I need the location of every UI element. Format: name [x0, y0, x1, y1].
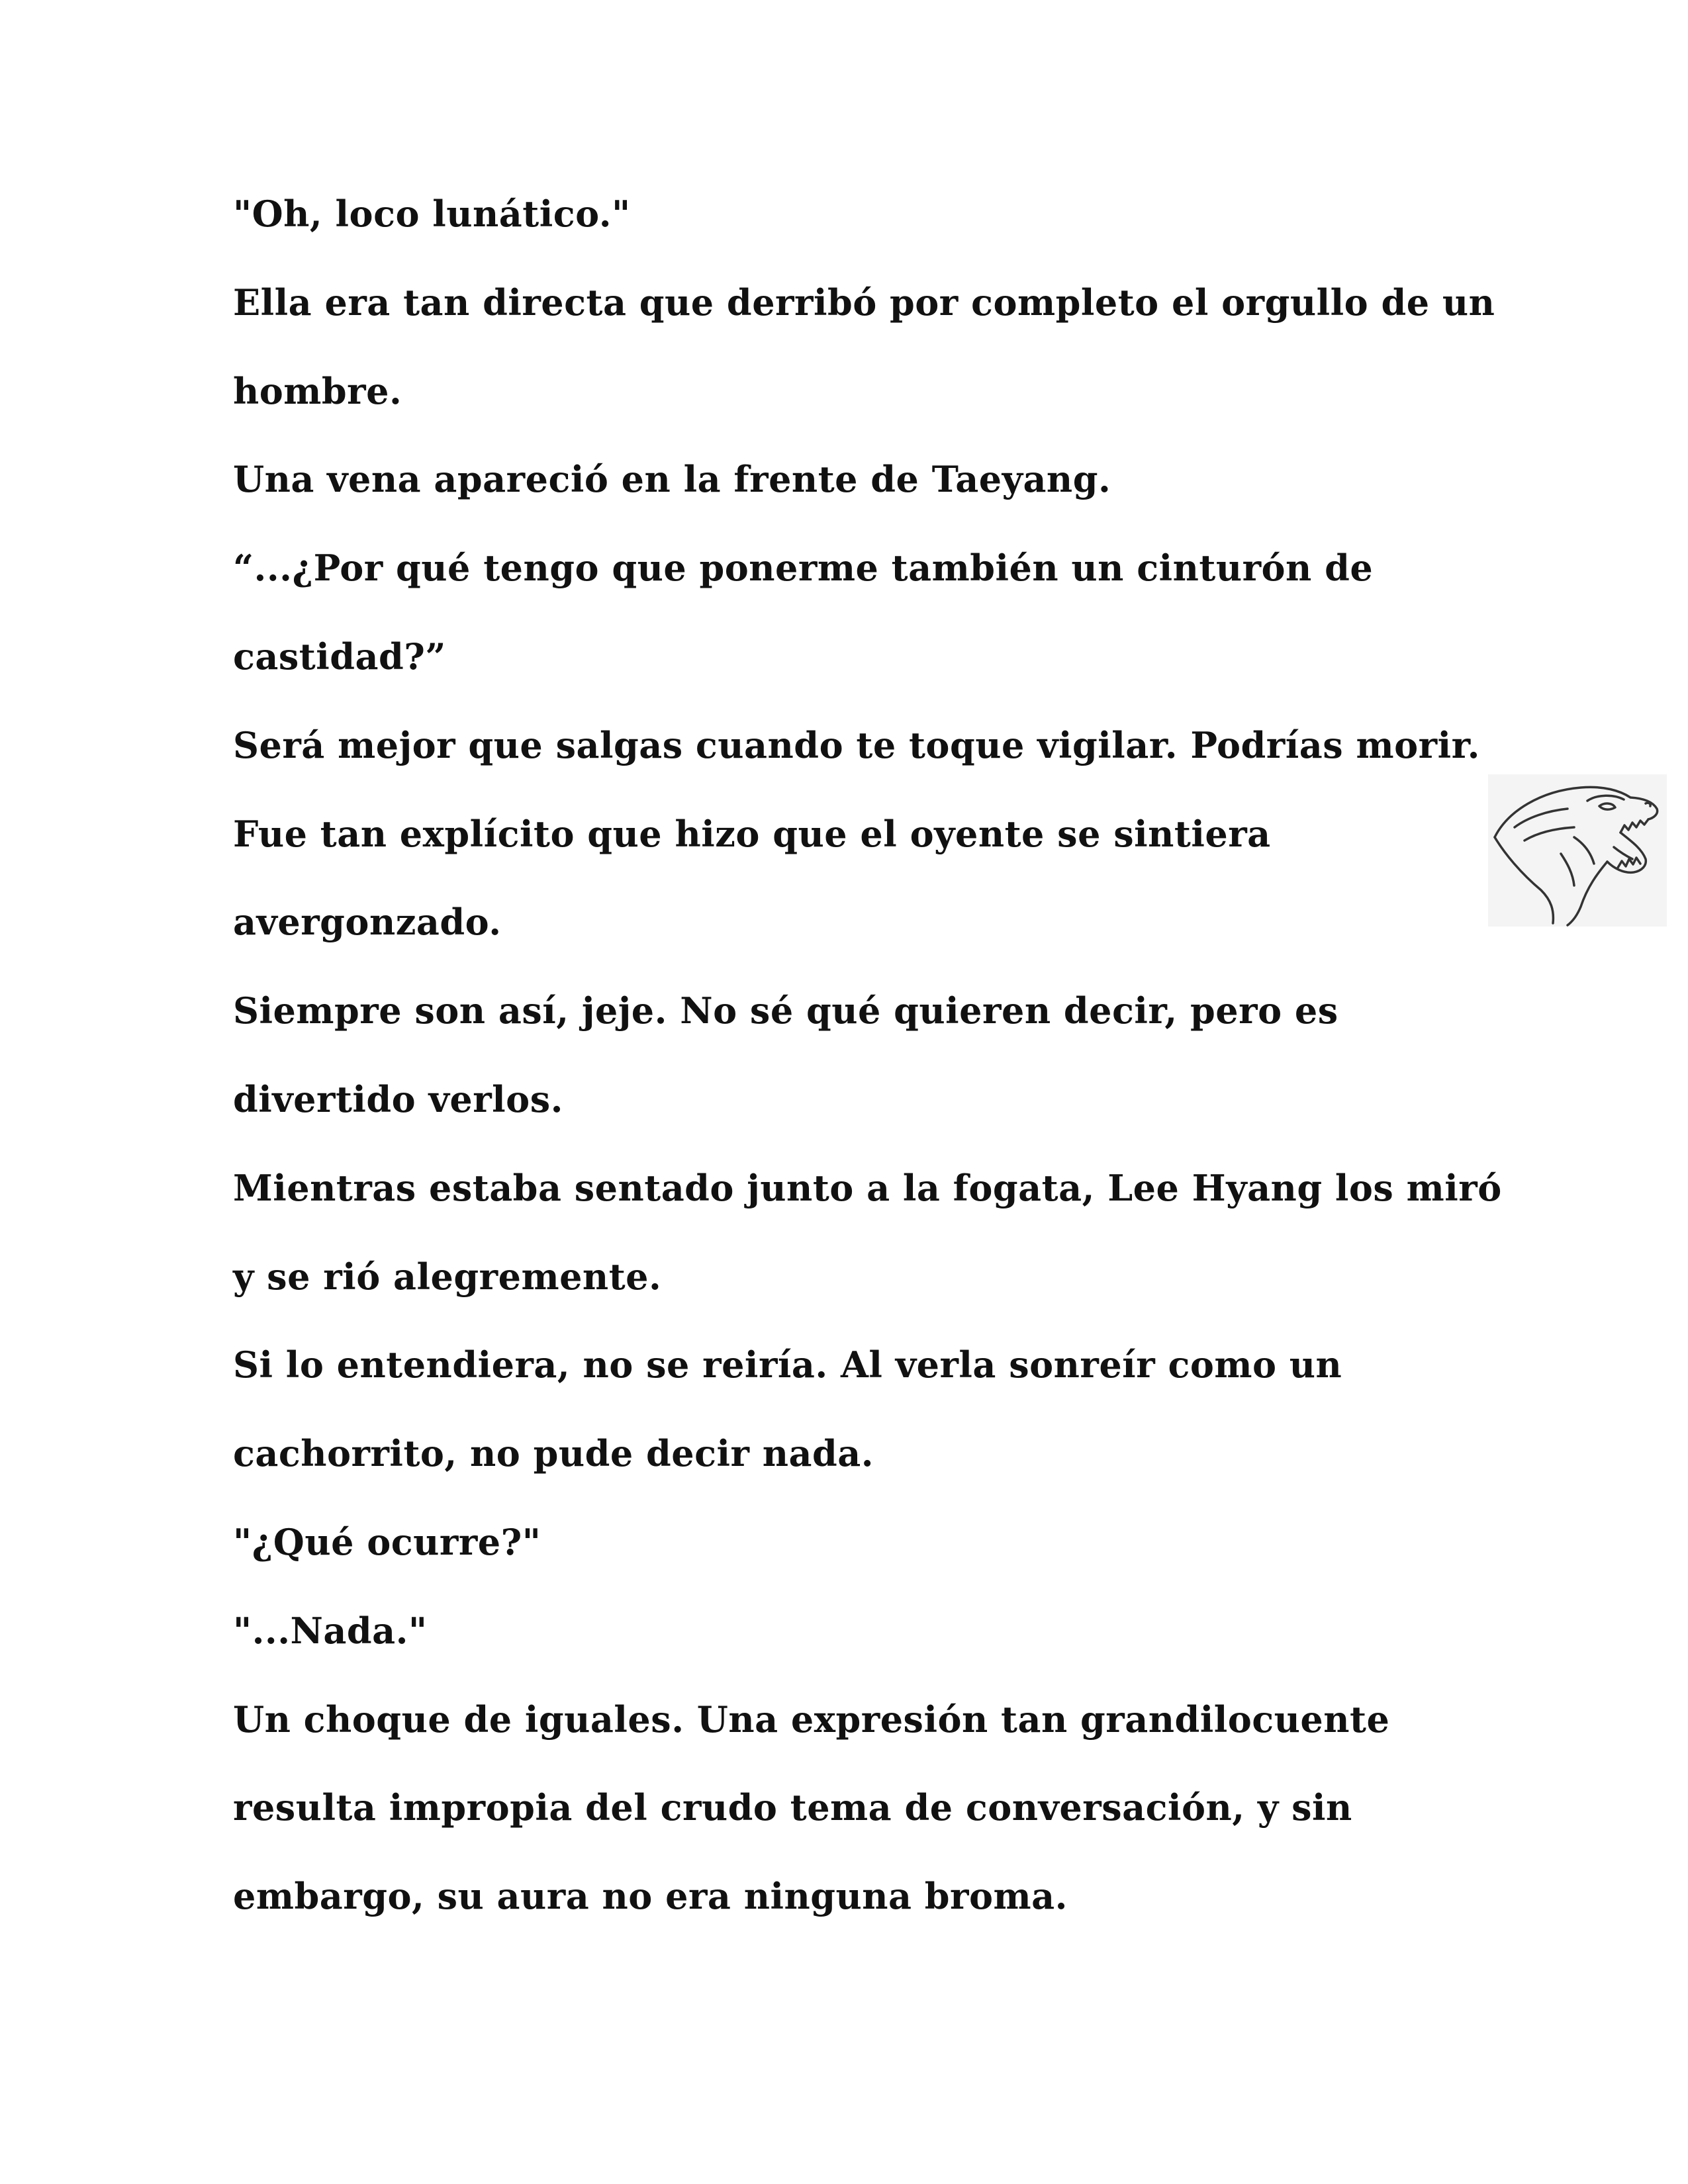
text-line: "Oh, loco lunático.": [233, 193, 631, 235]
text-line: castidad?”: [233, 635, 446, 678]
text-line: cachorrito, no pude decir nada.: [233, 1432, 874, 1475]
text-line: Será mejor que salgas cuando te toque vigilar. Podrías morir.: [233, 723, 1480, 766]
text-line: Ella era tan directa que derribó por completo el orgullo de un: [233, 281, 1495, 324]
text-line: "¿Qué ocurre?": [233, 1520, 541, 1563]
text-line: embargo, su aura no era ninguna broma.: [233, 1875, 1068, 1918]
dinosaur-logo: [1488, 774, 1667, 927]
text-line: “...¿Por qué tengo que ponerme también un cinturón de: [233, 547, 1374, 590]
text-line: "...Nada.": [233, 1609, 428, 1652]
text-line: Un choque de iguales. Una expresión tan grandilocuente: [233, 1698, 1390, 1741]
text-line: divertido verlos.: [233, 1077, 563, 1120]
text-line: Siempre son así, jeje. No sé qué quieren decir, pero es: [233, 989, 1338, 1032]
text-block: [233, 192, 1502, 1963]
text-line: Una vena apareció en la frente de Taeyang.: [233, 458, 1111, 501]
text-line: resulta impropia del crudo tema de conversación, y sin: [233, 1786, 1352, 1829]
dinosaur-head-icon: [1488, 774, 1667, 927]
text-line: Fue tan explícito que hizo que el oyente se sintiera: [233, 812, 1271, 855]
text-line: hombre.: [233, 369, 402, 412]
text-line: avergonzado.: [233, 901, 502, 944]
text-line: Mientras estaba sentado junto a la fogata, Lee Hyang los miró: [233, 1166, 1502, 1209]
text-line: Si lo entendiera, no se reiría. Al verla sonreír como un: [233, 1343, 1342, 1387]
text-line: y se rió alegremente.: [233, 1255, 662, 1298]
